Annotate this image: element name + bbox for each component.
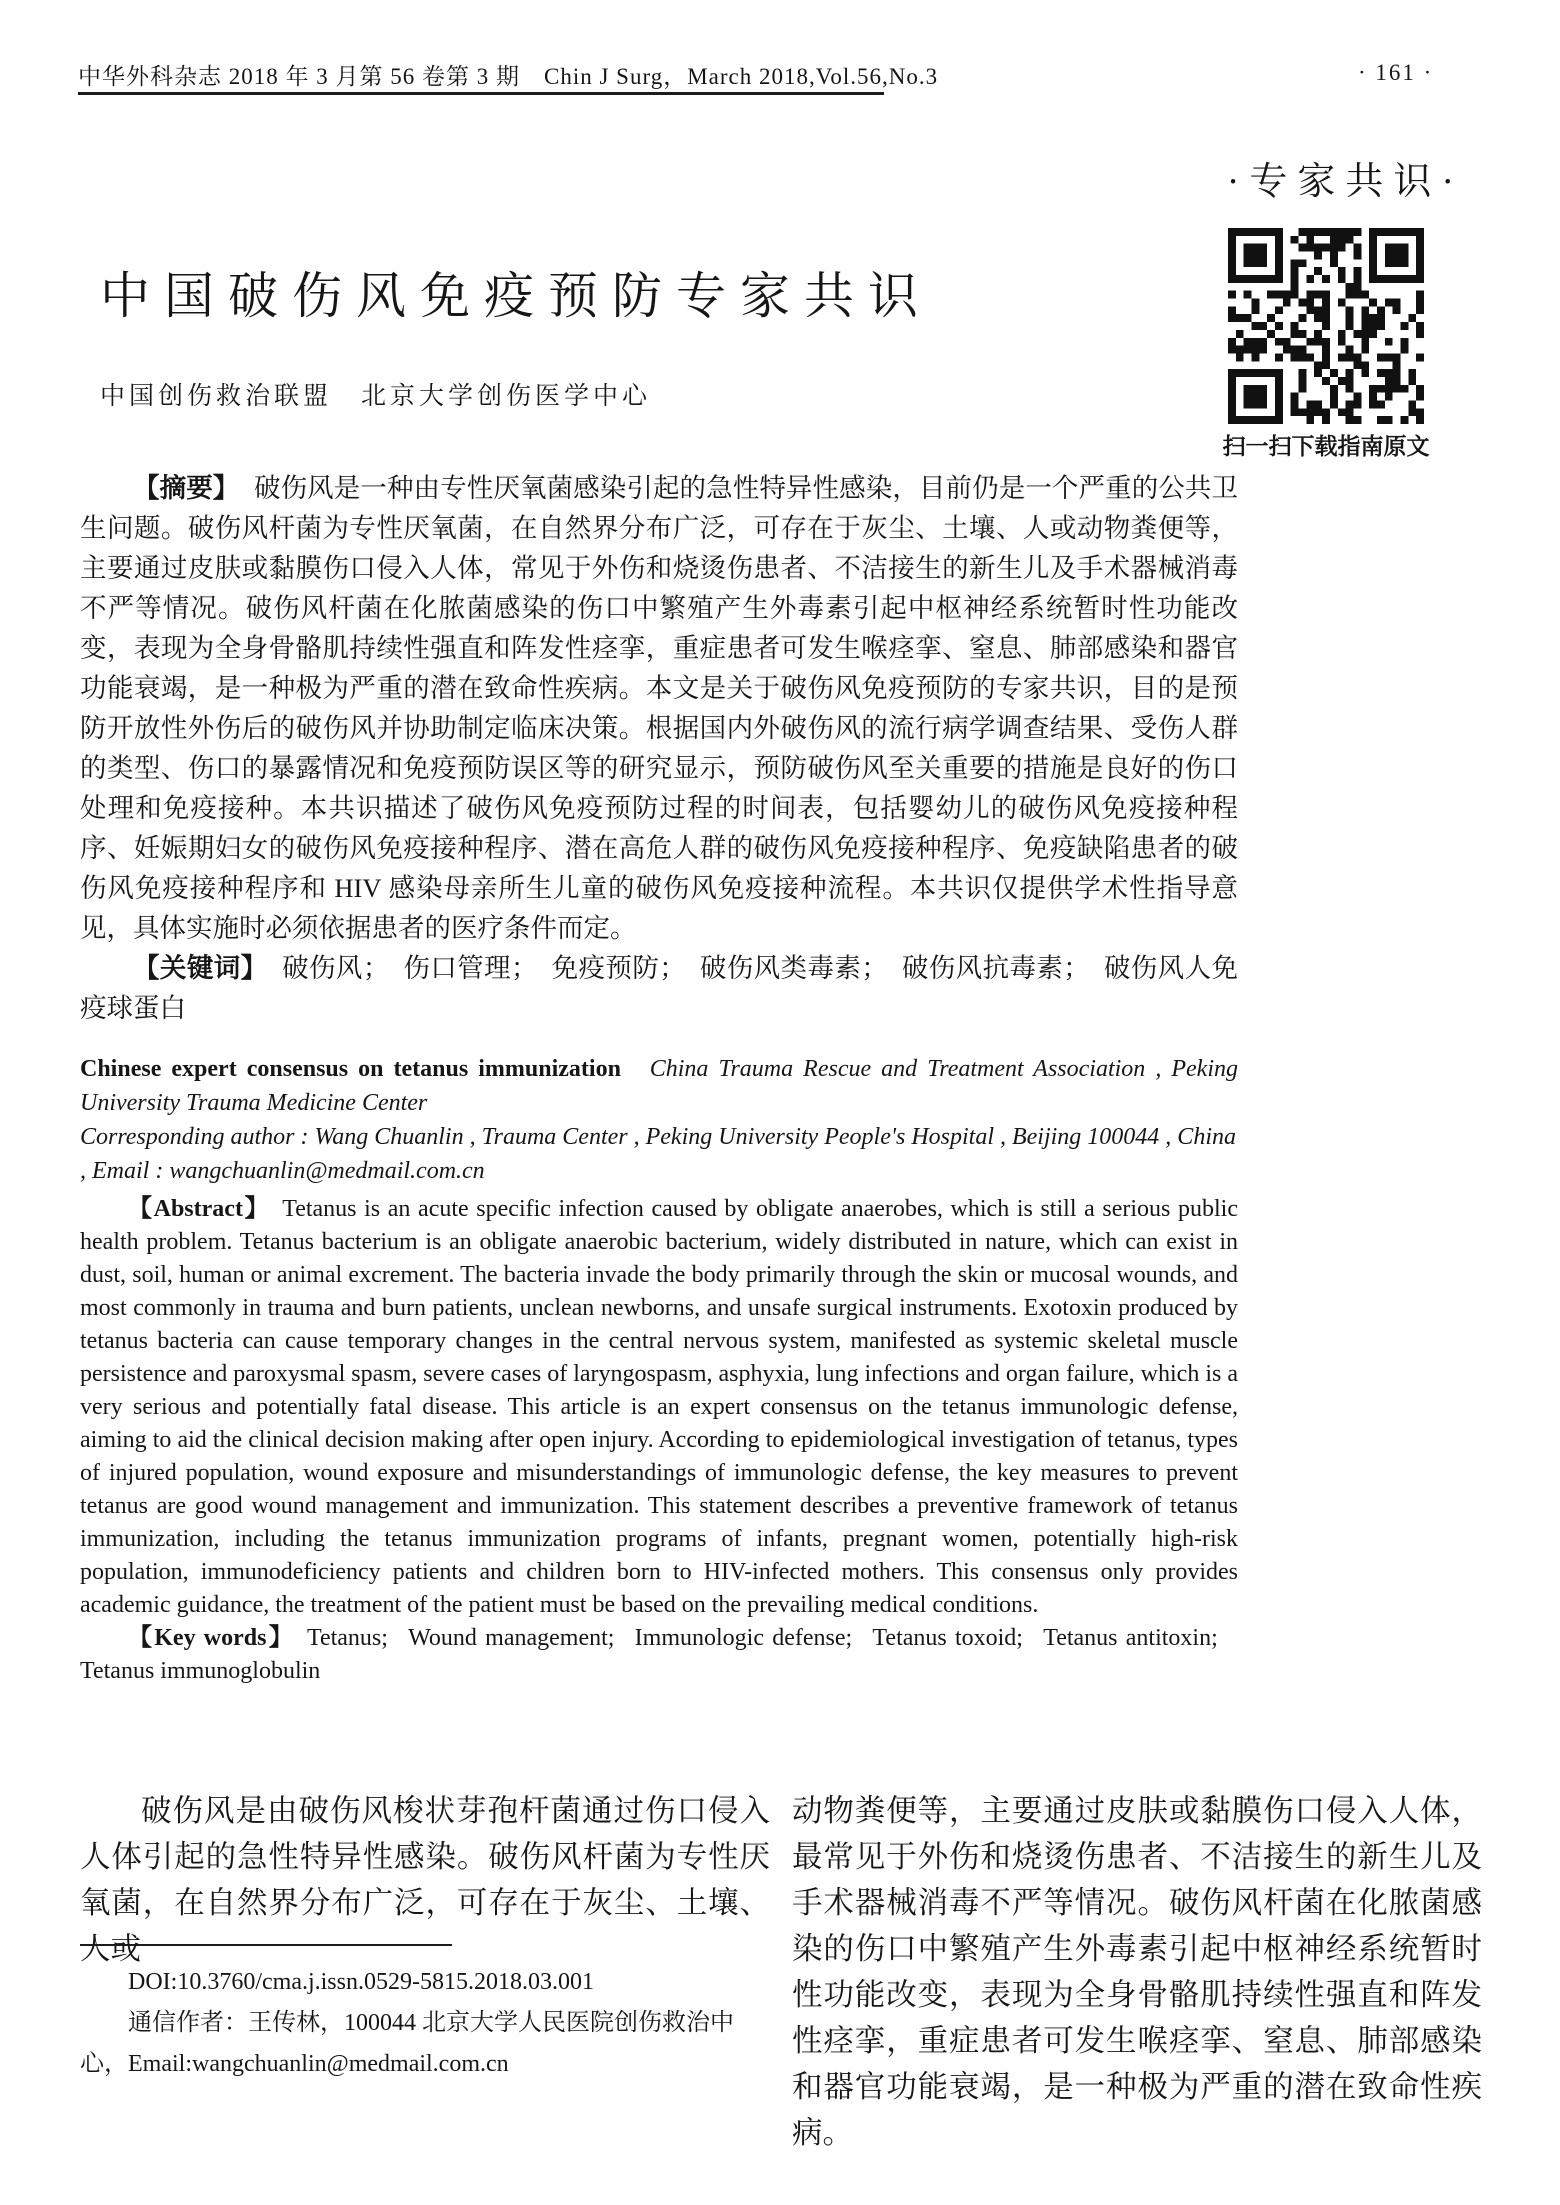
doi-line: DOI:10.3760/cma.j.issn.0529-5815.2018.03.001 <box>128 1969 594 1995</box>
keywords-label-en: 【Key words】 <box>128 1625 295 1651</box>
english-abstract <box>80 1193 1238 1622</box>
corresponding-author-note: 通信作者：王传林，100044 北京大学人民医院创伤救治中心，Email:wangchuanlin@medmail.com.cn <box>80 2010 734 2077</box>
footnote-block <box>80 1962 780 2085</box>
body-paragraph-right: 动物粪便等，主要通过皮肤或黏膜伤口侵入人体，最常见于外伤和烧烫伤患者、不洁接生的新生儿及手术器械消毒不严等情况。破伤风杆菌在化脓菌感染的伤口中繁殖产生外毒素引起中枢神经系统暂时性功能改变，表现为全身骨骼肌持续性强直和阵发性痉挛，重症患者可发生喉痉挛、窒息、肺部感染和器官功能衰竭，是一种极为严重的潜在致命性疾病。 <box>792 1794 1482 2150</box>
abstract-text-cn: 破伤风是一种由专性厌氧菌感染引起的急性特异性感染，目前仍是一个严重的公共卫生问题。破伤风杆菌为专性厌氧菌，在自然界分布广泛，可存在于灰尘、土壤、人或动物粪便等，主要通过皮肤或黏膜伤口侵入人体，常见于外伤和烧烫伤患者、不洁接生的新生儿及手术器械消毒不严等情况。破伤风杆菌在化脓菌感染的伤口中繁殖产生外毒素引起中枢神经系统暂时性功能改变，表现为全身骨骼肌持续性强直和阵发性痉挛，重症患者可发生喉痉挛、窒息、肺部感染和器官功能衰竭，是一种极为严重的潜在致命性疾病。本文是关于破伤风免疫预防的专家共识，目的是预防开放性外伤后的破伤风并协助制定临床决策。根据国内外破伤风的流行病学调查结果、受伤人群的类型、伤口的暴露情况和免疫预防误区等的研究显示，预防破伤风至关重要的措施是良好的伤口处理和免疫接种。本共识描述了破伤风免疫预防过程的时间表，包括婴幼儿的破伤风免疫接种程序、妊娠期妇女的破伤风免疫接种程序、潜在高危人群的破伤风免疫接种程序、免疫缺陷患者的破伤风免疫接种程序和 HIV 感染母亲所生儿童的破伤风免疫接种流程。本共识仅提供学术性指导意见，具体实施时必须依据患者的医疗条件而定。 <box>80 473 1239 943</box>
chinese-keywords <box>80 948 1238 1028</box>
page-number: · 161 · <box>1358 60 1434 85</box>
header-divider <box>78 92 884 95</box>
keywords-label-cn: 【关键词】 <box>133 953 268 983</box>
body-paragraph-left: 破伤风是由破伤风梭状芽孢杆菌通过伤口侵入人体引起的急性特异性感染。破伤风杆菌为专性厌氧菌，在自然界分布广泛，可存在于灰尘、土壤、人或 <box>80 1794 770 1966</box>
qr-code-icon <box>1228 228 1424 424</box>
keywords-text-en: Tetanus; Wound management; Immunologic defense; Tetanus toxoid; Tetanus antitoxin; Tetanus immunoglobulin <box>80 1625 1238 1684</box>
chinese-abstract <box>80 468 1238 948</box>
footnote-divider <box>80 1944 452 1946</box>
english-keywords <box>80 1622 1238 1688</box>
abstract-label-cn: 【摘要】 <box>133 473 240 503</box>
abstract-label-en: 【Abstract】 <box>128 1196 271 1222</box>
keywords-text-cn: 破伤风； 伤口管理； 免疫预防； 破伤风类毒素； 破伤风抗毒素； 破伤风人免疫球蛋白 <box>80 953 1239 1023</box>
journal-header-line: 中华外科杂志 2018 年 3 月第 56 卷第 3 期 Chin J Surg，March 2018,Vol.56,No.3 <box>78 64 939 89</box>
abstract-text-en: Tetanus is an acute specific infection caused by obligate anaerobes, which is still a serious public health problem. Tetanus bacterium is an obligate anaerobic bacterium, widely distributed in nature, which can exist in dust, soil, human or animal excrement. The bacteria invade the body primarily through the skin or mucosal wounds, and most commonly in trauma and burn patients, unclean newborns, and unsafe surgical instruments. Exotoxin produced by tetanus bacteria can cause temporary changes in the central nervous system, manifested as systemic skeletal muscle persistence and paroxysmal spasm, severe cases of laryngospasm, asphyxia, lung infections and organ failure, which is a very serious and potentially fatal disease. This article is an expert consensus on the tetanus immunologic defense, aiming to aid the clinical decision making after open injury. According to epidemiological investigation of tetanus, types of injured population, wound exposure and misunderstandings of immunologic defense, the key measures to prevent tetanus are good wound management and immunization. This statement describes a preventive framework of tetanus immunization, including the tetanus immunization programs of infants, pregnant women, potentially high-risk population, immunodeficiency patients and children born to HIV-infected mothers. This consensus only provides academic guidance, the treatment of the patient must be based on the prevailing medical conditions. <box>80 1196 1239 1618</box>
qr-caption: 扫一扫下载指南原文 <box>1222 433 1430 459</box>
english-title-line <box>80 1052 1238 1120</box>
english-affiliation: China Trauma Rescue and Treatment Association , Peking University Trauma Medicine Center <box>80 1056 1238 1116</box>
body-column-right <box>792 1788 1482 2156</box>
article-title: 中国破伤风免疫预防专家共识 <box>100 268 932 324</box>
english-title: Chinese expert consensus on tetanus immunization <box>80 1056 621 1082</box>
english-block <box>80 1052 1238 1688</box>
category-label: ·专家共识· <box>1226 161 1464 203</box>
chinese-abstract-block <box>80 468 1238 1028</box>
article-authors: 中国创伤救治联盟 北京大学创伤医学中心 <box>100 383 652 410</box>
english-corresponding: Corresponding author : Wang Chuanlin , Trauma Center , Peking University People's Hospital , Beijing 100044 , China , Email : wangchuanlin@medmail.com.cn <box>80 1124 1236 1184</box>
